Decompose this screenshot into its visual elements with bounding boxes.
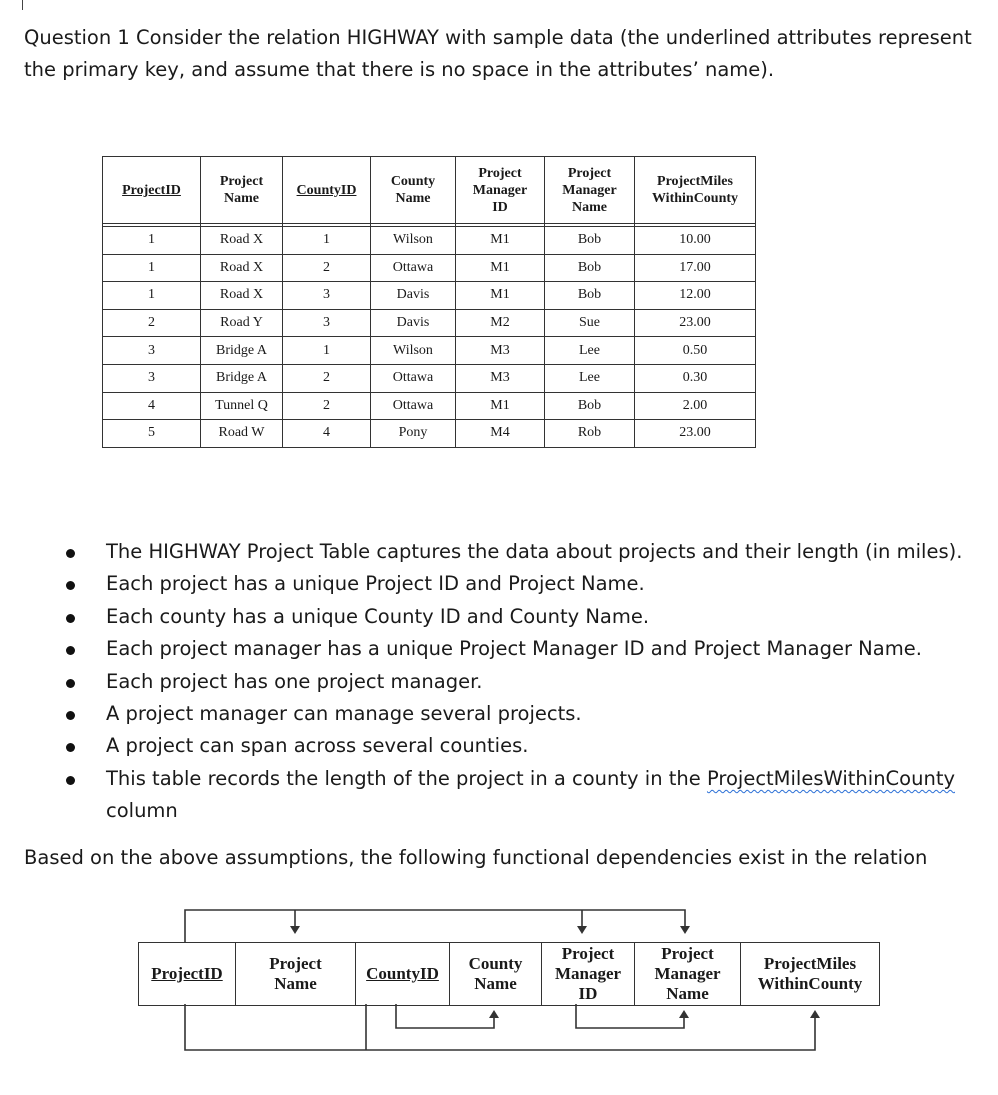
- question-text: Question 1 Consider the relation HIGHWAY with sample data (the underlined attributes represent the primary key, and assume that there is no space in the attributes’ name).: [24, 26, 972, 81]
- cell-project-miles: 12.00: [635, 282, 756, 310]
- cell-county-name: Ottawa: [371, 364, 456, 392]
- cell-manager-id: M2: [456, 309, 545, 337]
- cell-county-name: Ottawa: [371, 254, 456, 282]
- cell-manager-name: Sue: [545, 309, 635, 337]
- cell-project-name: Road X: [201, 282, 283, 310]
- header-manager-name: Project Manager Name: [545, 157, 635, 224]
- list-item: Each project has a unique Project ID and Project Name.: [60, 568, 980, 600]
- fd-line-project-top: [185, 910, 685, 942]
- fd-attr-county-id: CountyID: [356, 943, 450, 1005]
- fd-line-manager: [576, 1004, 684, 1028]
- cell-project-id: 3: [103, 364, 201, 392]
- cell-county-id: 3: [283, 282, 371, 310]
- based-on-text: Based on the above assumptions, the following functional dependencies exist in the relation: [24, 846, 928, 869]
- cell-manager-id: M1: [456, 254, 545, 282]
- cell-manager-id: M3: [456, 364, 545, 392]
- cell-county-id: 2: [283, 392, 371, 420]
- header-county-id: CountyID: [283, 157, 371, 224]
- cell-project-id: 1: [103, 282, 201, 310]
- cell-county-id: 1: [283, 227, 371, 255]
- cell-manager-name: Bob: [545, 254, 635, 282]
- list-item: Each project manager has a unique Project Manager ID and Project Manager Name.: [60, 633, 980, 665]
- cell-manager-id: M1: [456, 227, 545, 255]
- cell-project-id: 1: [103, 227, 201, 255]
- cell-county-name: Wilson: [371, 337, 456, 365]
- fd-line-county: [396, 1004, 494, 1028]
- fd-attr-county-name: County Name: [450, 943, 542, 1005]
- header-project-id: ProjectID: [103, 157, 201, 224]
- arrow-head-icon: [679, 1010, 689, 1018]
- cell-project-miles: 0.30: [635, 364, 756, 392]
- list-item: This table records the length of the project in a county in the ProjectMilesWithinCounty column: [60, 763, 980, 828]
- cell-county-id: 2: [283, 364, 371, 392]
- cell-county-name: Davis: [371, 282, 456, 310]
- cell-county-id: 1: [283, 337, 371, 365]
- cell-project-miles: 23.00: [635, 420, 756, 448]
- cell-project-name: Road X: [201, 254, 283, 282]
- cell-manager-id: M1: [456, 392, 545, 420]
- cell-manager-name: Bob: [545, 282, 635, 310]
- header-project-name: Project Name: [201, 157, 283, 224]
- fd-attr-project-name: Project Name: [236, 943, 356, 1005]
- fd-line-composite-key: [185, 1004, 815, 1050]
- cell-manager-name: Rob: [545, 420, 635, 448]
- arrow-head-icon: [290, 926, 300, 934]
- cell-county-name: Wilson: [371, 227, 456, 255]
- cell-county-name: Ottawa: [371, 392, 456, 420]
- spellcheck-word: ProjectMilesWithinCounty: [706, 766, 956, 790]
- cell-project-name: Road Y: [201, 309, 283, 337]
- cell-project-name: Bridge A: [201, 337, 283, 365]
- cell-project-name: Road W: [201, 420, 283, 448]
- cell-project-miles: 10.00: [635, 227, 756, 255]
- cell-county-name: Pony: [371, 420, 456, 448]
- cell-county-id: 3: [283, 309, 371, 337]
- cell-project-id: 4: [103, 392, 201, 420]
- header-county-name: County Name: [371, 157, 456, 224]
- list-item: A project can span across several counties.: [60, 730, 980, 762]
- cell-manager-name: Lee: [545, 364, 635, 392]
- cell-project-name: Bridge A: [201, 364, 283, 392]
- cell-project-miles: 17.00: [635, 254, 756, 282]
- cell-project-name: Tunnel Q: [201, 392, 283, 420]
- cell-county-id: 4: [283, 420, 371, 448]
- header-manager-id: Project Manager ID: [456, 157, 545, 224]
- fd-attr-project-miles: ProjectMiles WithinCounty: [757, 954, 863, 993]
- fd-attr-manager-id: Project Manager ID: [542, 943, 635, 1005]
- cell-manager-id: M3: [456, 337, 545, 365]
- arrow-head-icon: [577, 926, 587, 934]
- cell-manager-name: Bob: [545, 392, 635, 420]
- cell-project-id: 2: [103, 309, 201, 337]
- cell-project-miles: 2.00: [635, 392, 756, 420]
- cell-manager-name: Bob: [545, 227, 635, 255]
- cell-county-name: Davis: [371, 309, 456, 337]
- list-item: Each county has a unique County ID and County Name.: [60, 601, 980, 633]
- fd-attr-project-id: ProjectID: [139, 943, 236, 1005]
- arrow-head-icon: [810, 1010, 820, 1018]
- cell-manager-name: Lee: [545, 337, 635, 365]
- list-item: A project manager can manage several projects.: [60, 698, 980, 730]
- arrow-head-icon: [489, 1010, 499, 1018]
- cell-manager-id: M4: [456, 420, 545, 448]
- cell-project-miles: 0.50: [635, 337, 756, 365]
- cell-manager-id: M1: [456, 282, 545, 310]
- arrow-head-icon: [680, 926, 690, 934]
- cell-project-id: 3: [103, 337, 201, 365]
- fd-attr-manager-name: Project Manager Name: [635, 943, 741, 1005]
- cell-project-id: 1: [103, 254, 201, 282]
- list-item: Each project has one project manager.: [60, 666, 980, 698]
- cell-project-miles: 23.00: [635, 309, 756, 337]
- list-item: The HIGHWAY Project Table captures the data about projects and their length (in miles).: [60, 536, 980, 568]
- cell-county-id: 2: [283, 254, 371, 282]
- fd-attribute-row: [138, 942, 880, 1006]
- cell-project-id: 5: [103, 420, 201, 448]
- header-project-miles: ProjectMiles WithinCounty: [635, 157, 756, 224]
- cell-project-name: Road X: [201, 227, 283, 255]
